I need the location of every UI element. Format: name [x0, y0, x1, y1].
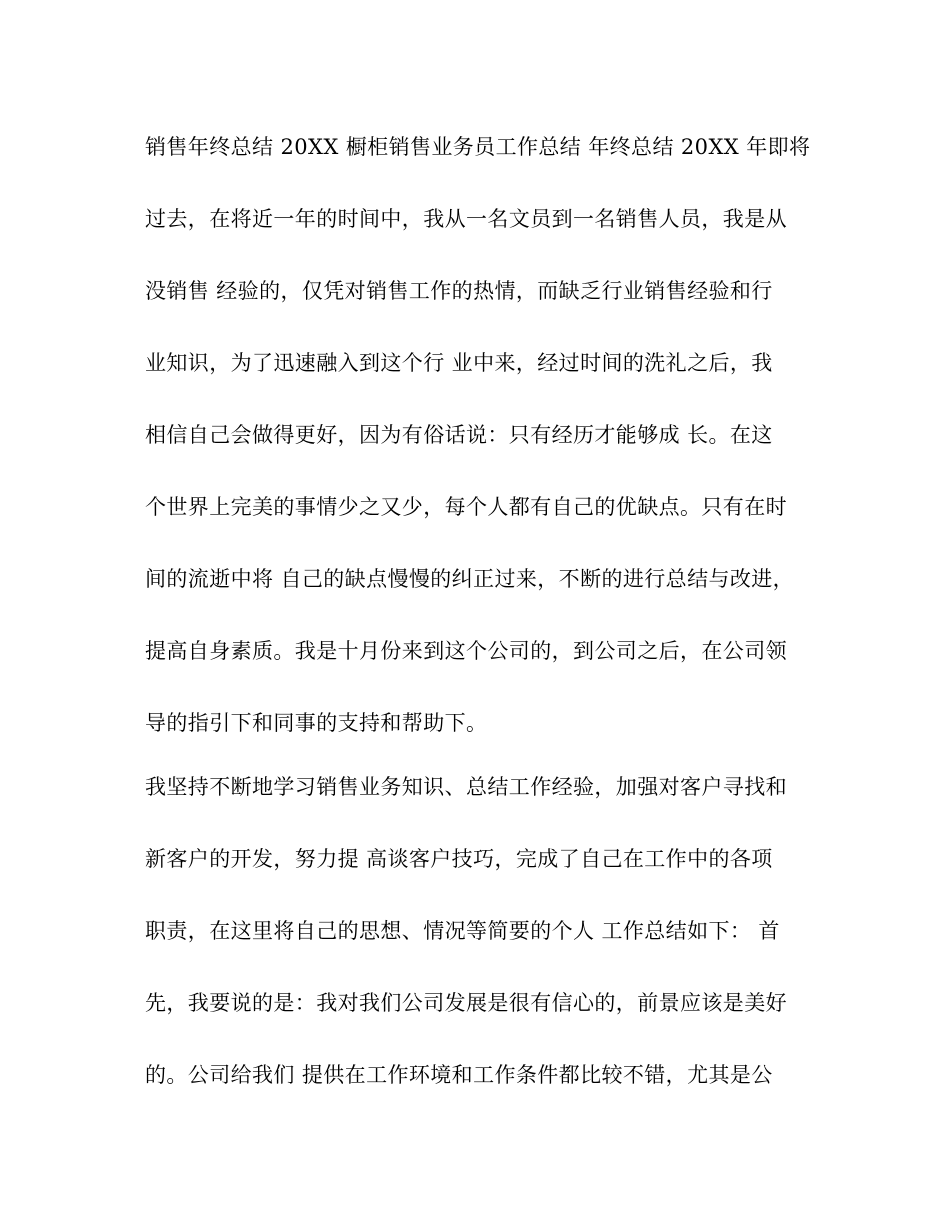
- text-line: 导的指引下和同事的支持和帮助下。: [145, 711, 488, 735]
- text-line: 相信自己会做得更好，因为有俗话说：只有经历才能够成 长。在这: [145, 423, 773, 447]
- text-line: 职责，在这里将自己的思想、情况等简要的个人 工作总结如下： 首: [145, 919, 780, 943]
- text-line: 新客户的开发，努力提 高谈客户技巧，完成了自己在工作中的各项: [145, 847, 773, 871]
- text-line: 先，我要说的是：我对我们公司发展是很有信心的，前景应该是美好: [145, 991, 787, 1015]
- text-line: 过去，在将近一年的时间中，我从一名文员到一名销售人员，我是从: [145, 207, 787, 231]
- text-line: 的。公司给我们 提供在工作环境和工作条件都比较不错，尤其是公: [145, 1063, 773, 1087]
- text-line: 提高自身素质。我是十月份来到这个公司的，到公司之后，在公司领: [145, 639, 787, 663]
- text-line: 间的流逝中将 自己的缺点慢慢的纠正过来，不断的进行总结与改进，: [145, 567, 795, 591]
- text-line: 业知识，为了迅速融入到这个行 业中来，经过时间的洗礼之后，我: [145, 351, 773, 375]
- text-line: 销售年终总结 20XX 橱柜销售业务员工作总结 年终总结 20XX 年即将: [145, 135, 811, 159]
- text-line: 个世界上完美的事情少之又少，每个人都有自己的优缺点。只有在时: [145, 495, 787, 519]
- text-line: 没销售 经验的，仅凭对销售工作的热情，而缺乏行业销售经验和行: [145, 279, 773, 303]
- text-line: 我坚持不断地学习销售业务知识、总结工作经验，加强对客户寻找和: [145, 775, 787, 799]
